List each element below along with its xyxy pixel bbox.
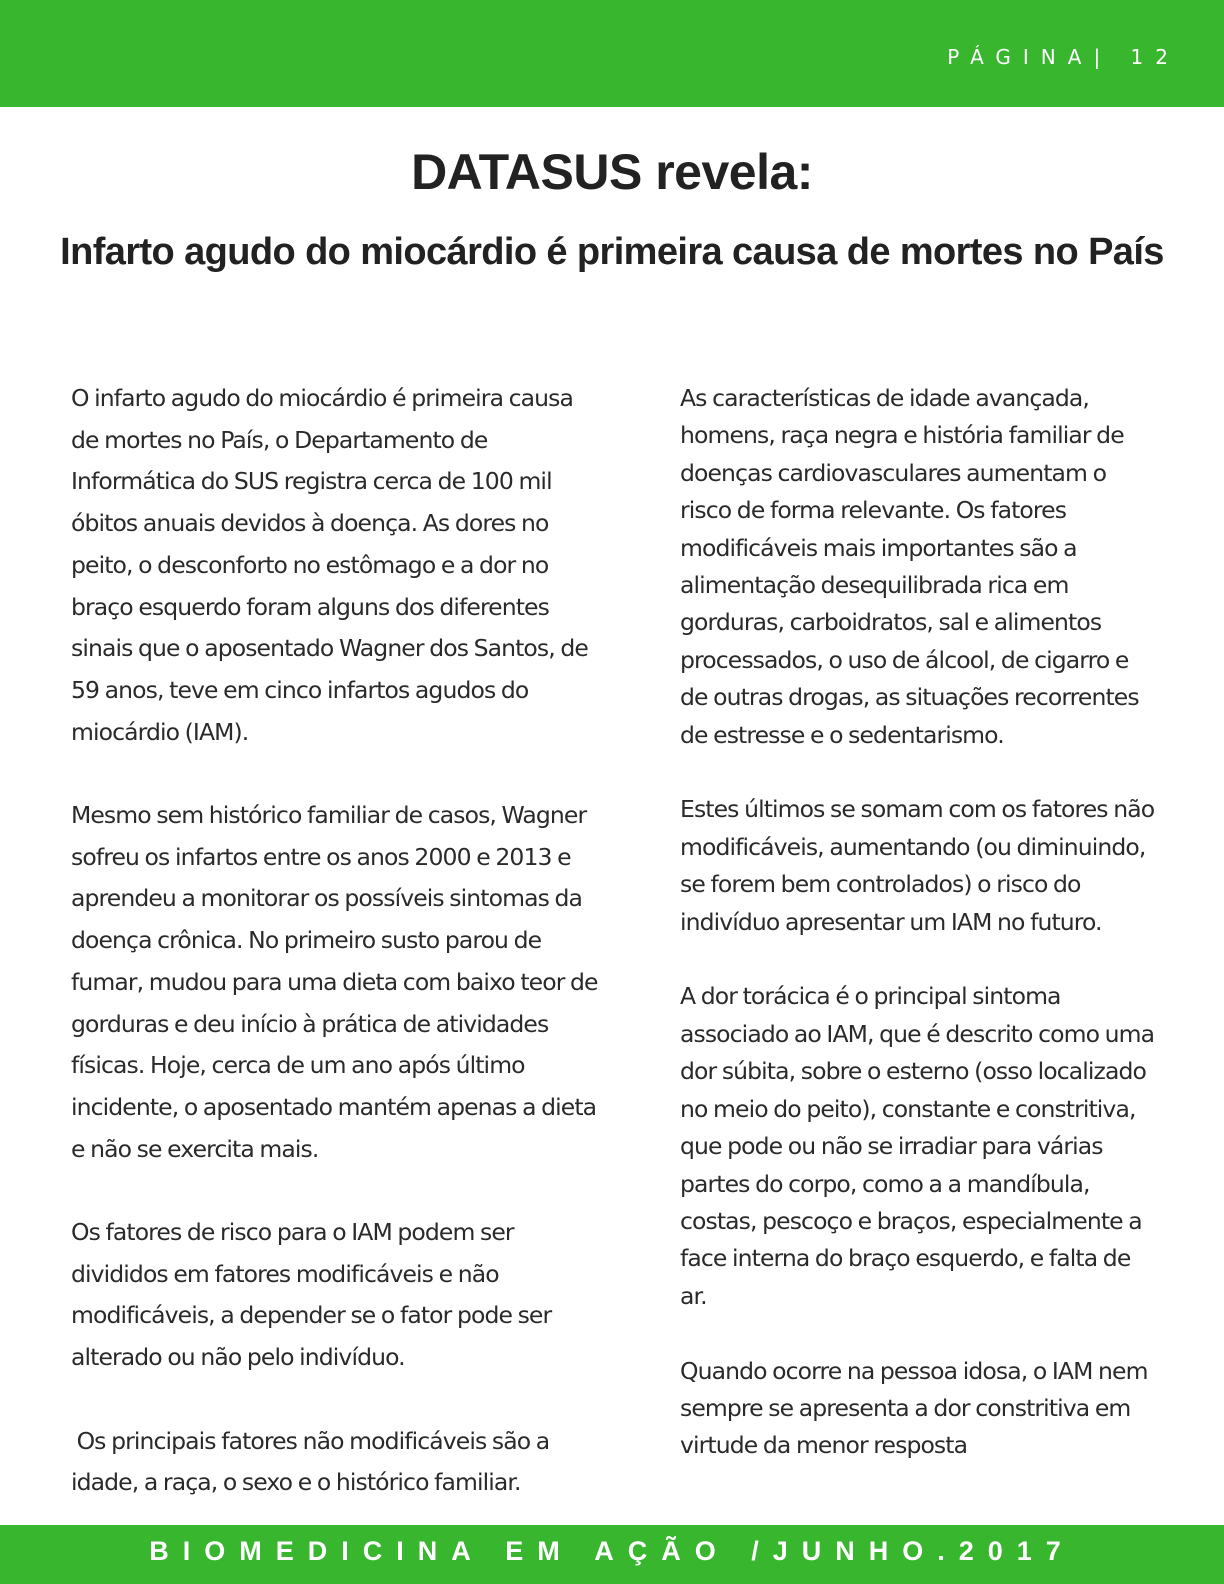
paragraph: Os principais fatores não modificáveis são a idade, a raça, o sexo e o histórico familiar. — [71, 1426, 555, 1497]
paragraph: Estes últimos se somam com os fatores não modificáveis, aumentando (ou diminuindo, se forem bem controlados) o risco do indivíduo apresentar um IAM no futuro. — [680, 795, 1155, 936]
left-column — [71, 378, 606, 1546]
paragraph: As características de idade avançada, homens, raça negra e história familiar de doenças cardiovasculares aumentam o risco de forma relevante. Os fatores modificáveis mais importantes são a alimentação desequilibrada rica em gorduras, carboidratos, sal e alimentos processados, o uso de álcool, de cigarro e de outras drogas, as situações recorrentes de estresse e o sedentarismo. — [680, 384, 1139, 749]
paragraph: Quando ocorre na pessoa idosa, o IAM nem sempre se apresenta a dor constritiva em virtude da menor resposta — [680, 1356, 1148, 1460]
header-bar — [0, 0, 1224, 107]
paragraph: A dor torácica é o principal sintoma associado ao IAM, que é descrito como uma dor súbita, sobre o esterno (osso localizado no meio do peito), constante e constritiva, que pode ou não se irradiar para várias partes do corpo, como a a mandíbula, costas, pescoço e braços, especialmente a face interna do braço esquerdo, e falta de ar. — [680, 982, 1155, 1310]
article-subtitle: Infarto agudo do miocárdio é primeira causa de mortes no País — [60, 231, 1164, 273]
page-number: PÁGINA| 12 — [947, 45, 1180, 69]
paragraph: Mesmo sem histórico familiar de casos, Wagner sofreu os infartos entre os anos 2000 e 2013 e aprendeu a monitorar os possíveis sintomas da doença crônica. No primeiro susto parou de fumar, mudou para uma dieta com baixo teor de gorduras e deu início à prática de atividades físicas. Hoje, cerca de um ano após último incidente, o aposentado mantém apenas a dieta e não se exercita mais. — [71, 801, 598, 1163]
paragraph: O infarto agudo do miocárdio é primeira causa de mortes no País, o Departamento de Informática do SUS registra cerca de 100 mil óbitos anuais devidos à doença. As dores no peito, o desconforto no estômago e a dor no braço esquerdo foram alguns dos diferentes sinais que o aposentado Wagner dos Santos, de 59 anos, teve em cinco infartos agudos do miocárdio (IAM). — [71, 384, 588, 746]
footer-bar — [0, 1525, 1224, 1584]
article-title: DATASUS revela: — [411, 144, 813, 200]
paragraph: Os fatores de risco para o IAM podem ser divididos em fatores modificáveis e não modificáveis, a depender se o fator pode ser alterado ou não pelo indivíduo. — [71, 1218, 552, 1372]
footer-label: BIOMEDICINA EM AÇÃO /JUNHO.2017 — [149, 1536, 1075, 1566]
right-column — [680, 380, 1160, 1502]
